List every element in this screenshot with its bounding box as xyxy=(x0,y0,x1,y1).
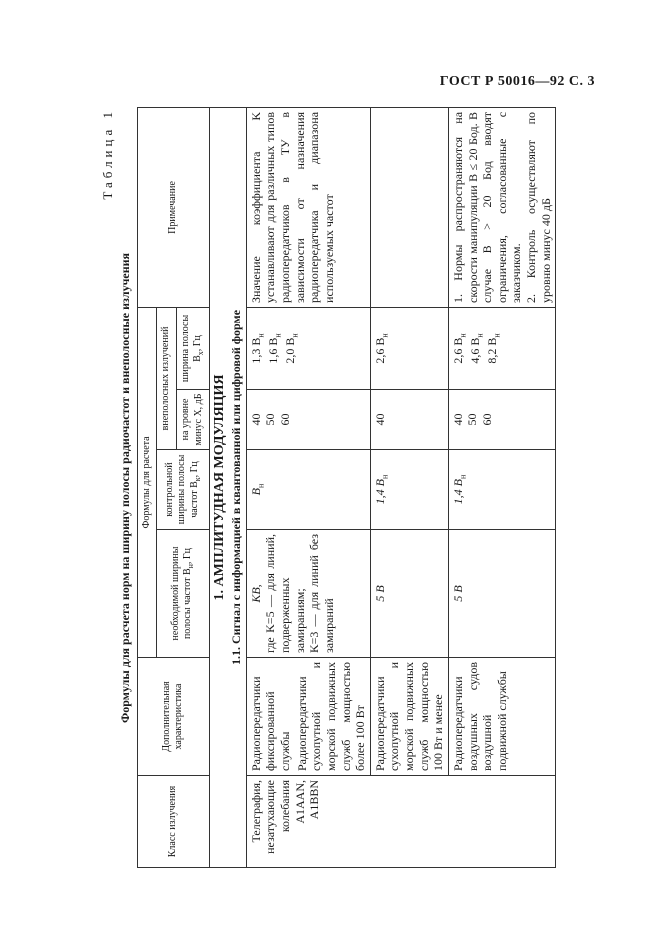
col-oob: внеполосных излучений xyxy=(157,307,177,449)
section-1-1-heading: 1.1. Сигнал с информацией в квантованной или цифровой форме xyxy=(229,107,246,867)
col-extra: Дополнительная характеристика xyxy=(137,658,210,776)
col-control: контрольной ширины полосы частот $В_к$, Гц xyxy=(157,450,210,530)
oob-level: 40 xyxy=(370,390,448,450)
necessary-width: 5 B xyxy=(448,530,555,658)
control-width: 1,4 $B_н$ xyxy=(448,450,555,530)
emission-class: Телеграфия, незатухающие колебания А1AAN, А1BBN xyxy=(246,776,556,868)
col-note: Примечание xyxy=(137,107,210,307)
norms-table xyxy=(137,107,557,868)
oob-bandwidth: 2,6 $B_н$ xyxy=(370,307,448,389)
section-1-heading: 1. АМПЛИТУДНАЯ МОДУЛЯЦИЯ xyxy=(210,107,230,867)
table-title: Формулы для расчета норм на ширину полосы радиочастот и внеполосные излучения xyxy=(118,252,132,724)
table-row xyxy=(448,107,555,867)
table-label: Таблица 1 xyxy=(100,108,115,200)
oob-bandwidth: 2,6 $B_н$ 4,6 $B_н$ 8,2 $B_н$ xyxy=(448,307,555,389)
rotated-table-block xyxy=(100,108,595,868)
note: 1. Нормы распространяются на скорости манипуляции B ≤ 20 Бод. В случае B > 20 Бод вводят ограничения, согласованные с заказчиком. 2. Контроль осуществляют по уровню минус 40 дБ xyxy=(448,107,555,307)
oob-bandwidth: 1,3 $B_н$ 1,6 $B_н$ 2,0 $B_н$ xyxy=(246,307,370,389)
oob-level: 40 50 60 xyxy=(448,390,555,450)
col-level: на уровне минус X, дБ xyxy=(176,390,210,450)
extra-characteristic: Радиопередатчики фиксированной службы Радиопередатчики сухопутной и морской подвижных служб мощностью более 100 Вт xyxy=(246,658,370,776)
necessary-width: 5 B xyxy=(370,530,448,658)
control-width: 1,4 $B_н$ xyxy=(370,450,448,530)
table-row xyxy=(246,107,370,867)
page-header: ГОСТ Р 50016—92 С. 3 xyxy=(439,74,595,89)
table-row xyxy=(370,107,448,867)
col-group: Формулы для расчета xyxy=(137,307,157,657)
extra-characteristic: Радиопередатчики воздушных судов воздушной подвижной службы xyxy=(448,658,555,776)
oob-level: 40 50 60 xyxy=(246,390,370,450)
control-width: $B_н$ xyxy=(246,450,370,530)
col-class: Класс излучения xyxy=(137,776,210,868)
col-bandwidth: ширина полосы $В_x$, Гц xyxy=(176,307,210,389)
col-necessary: необходимой ширины полосы частот $В_н$, Гц xyxy=(157,530,210,658)
note xyxy=(370,107,448,307)
necessary-width: KB, где K=5 — для линий, подверженных замираниям; K=3 — для линий без замираний xyxy=(246,530,370,658)
extra-characteristic: Радиопередатчики сухопутной и морской подвижных служб мощностью 100 Вт и менее xyxy=(370,658,448,776)
note: Значение коэффициента K устанавливают для различных типов радиопередатчиков в ТУ в зависимости от назначения радиопередатчика и диапазона используемых частот xyxy=(246,107,370,307)
